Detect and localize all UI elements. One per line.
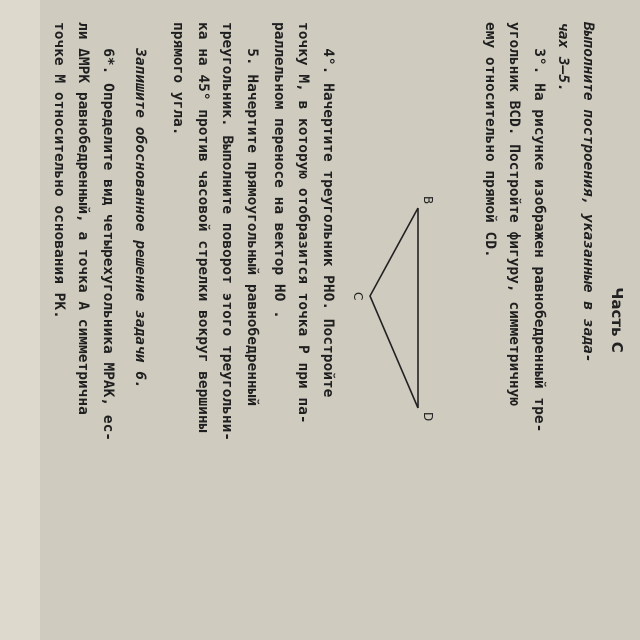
intro-instruction [551, 22, 600, 622]
text-line: ка на 45° против часовой стрелки вокруг вершины [195, 22, 211, 433]
vertex-c-label: C [351, 292, 365, 301]
text-line: Выполните построения, указанные в зада- [580, 22, 596, 363]
text-line: чах 3–5. [555, 22, 572, 92]
text-line: точку M, в которую отобразится точка P при па- [295, 22, 312, 424]
page-binding-strip [0, 0, 40, 640]
textbook-page [40, 0, 640, 640]
triangle-bcd-figure [350, 188, 440, 428]
text-line: точке M относительно основания PK. [51, 22, 67, 319]
text-line: ему относительно прямой CD. [482, 22, 498, 258]
part-title: Часть С [608, 287, 626, 353]
text-line: раллельном переносе на вектор HO . [271, 22, 287, 319]
text-line: 3°. На рисунке изображен равнобедренный тре- [531, 22, 547, 433]
vertex-d-label: D [421, 412, 435, 422]
text-line: 4°. Начертите треугольник PHO. Постройте [320, 22, 336, 398]
task-4 [267, 22, 341, 622]
text-line: прямого угла. [170, 22, 187, 136]
vertex-b-label: B [421, 196, 435, 205]
text-line: угольник BCD. Постройте фигуру, симметричную [506, 22, 523, 407]
triangle-shape [370, 208, 418, 408]
text-line: ли ΔMPK равнобедренный, а точка A симметрична [75, 22, 92, 415]
task-6 [47, 22, 121, 622]
text-line: 5. Начертите прямоугольный равнобедренный [244, 22, 260, 407]
text-line: 6*. Определите вид четырехугольника MPAK, ес- [100, 22, 116, 442]
task-3 [478, 22, 552, 622]
record-instruction [128, 22, 153, 622]
text-line: треугольник. Выполните поворот этого треугольни- [219, 22, 236, 442]
task-5 [166, 22, 264, 622]
text-line: Запишите обоснованное решение задачи 6. [132, 22, 148, 389]
